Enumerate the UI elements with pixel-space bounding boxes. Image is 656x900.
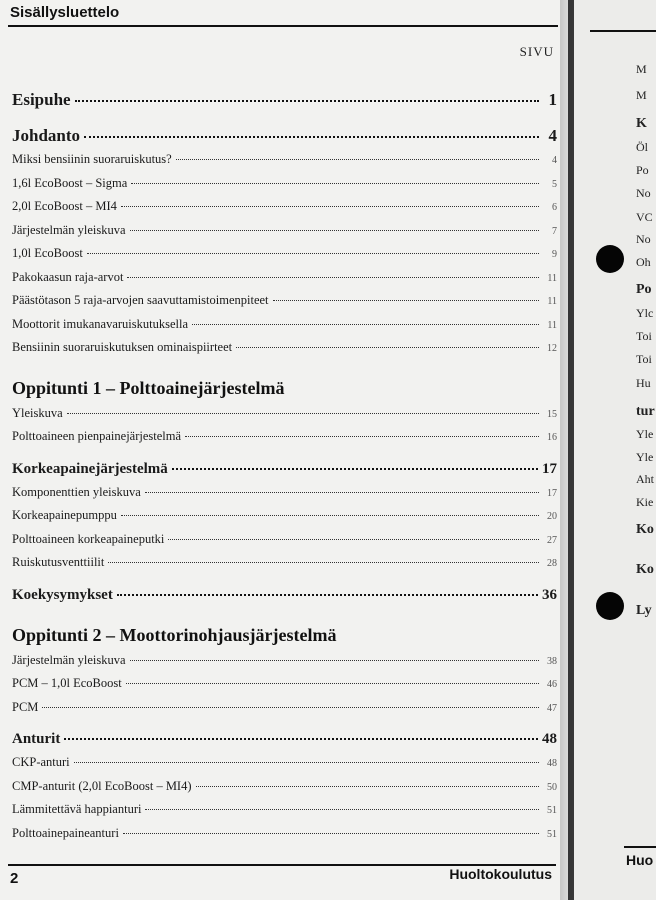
toc-entry-page: 20 [547, 511, 557, 522]
toc-entry-title: Bensiinin suoraruiskutuksen ominaispiirteet [12, 340, 233, 354]
next-page-line: Aht [636, 472, 654, 486]
toc-entry-title: Moottorit imukanavaruiskutuksella [12, 316, 189, 331]
toc-dot-leader [145, 809, 539, 810]
toc-entry-title: Ruiskutusventtiilit [12, 555, 105, 569]
toc-entry-page: 4 [552, 155, 557, 166]
toc-dot-leader [273, 300, 539, 301]
toc-entry-title: CKP-anturi [12, 755, 70, 769]
toc-entry-page: 11 [547, 296, 557, 307]
toc-entry-title: Koekysymykset [12, 586, 113, 603]
toc-entry-page: 48 [547, 758, 557, 769]
toc-entry-title: PCM [12, 699, 39, 714]
next-page-line: Oh [636, 255, 651, 269]
toc-entry-page: 46 [547, 679, 557, 690]
next-page-line: K [636, 116, 647, 131]
toc-dot-leader [196, 786, 539, 787]
next-page-line: Hu [636, 376, 651, 390]
toc-dot-leader [121, 515, 539, 516]
toc-dot-leader [145, 492, 539, 493]
toc-entry-title: Lämmitettävä happianturi [12, 802, 142, 816]
toc-entry-title: Oppitunti 1 – Polttoainejärjestelmä [12, 377, 285, 398]
toc-dot-leader [84, 136, 539, 138]
next-page-footer-rule [624, 846, 656, 848]
toc-entry-page: 48 [542, 731, 557, 747]
toc-dot-leader [185, 436, 539, 437]
toc-entry-title: Korkeapainejärjestelmä [12, 460, 168, 477]
toc-entry-page: 4 [548, 126, 557, 145]
toc-entry [12, 406, 557, 430]
toc-entry-title: Yleiskuva [12, 405, 63, 420]
toc-entry-page: 36 [542, 586, 557, 603]
toc-dot-leader [67, 413, 539, 414]
toc-section-heading [12, 378, 557, 406]
toc-entry-page: 51 [547, 805, 557, 816]
next-page-line: No [636, 186, 651, 200]
toc-entry-title: Komponenttien yleiskuva [12, 484, 141, 499]
toc-dot-leader [74, 762, 539, 763]
toc-entry [12, 700, 557, 724]
toc-entry-page: 15 [547, 408, 557, 420]
toc-entry-page: 6 [552, 202, 557, 213]
toc-dot-leader [117, 594, 538, 596]
toc-entry [12, 826, 557, 850]
toc-entry-title: PCM – 1,0l EcoBoost [12, 676, 122, 690]
toc-entry [12, 508, 557, 532]
toc-dot-leader [131, 183, 539, 184]
toc-entry-page: 11 [547, 319, 557, 331]
next-page-line: Yle [636, 450, 654, 464]
toc-entry-title: 1,0l EcoBoost [12, 246, 83, 260]
next-page-line: Kie [636, 495, 654, 509]
toc-entry-page: 28 [547, 558, 557, 569]
binder-hole-top [596, 245, 624, 273]
toc-entry [12, 90, 557, 116]
next-page-line: Ko [636, 522, 654, 537]
toc-entry-page: 9 [552, 249, 557, 260]
toc-entry [12, 485, 557, 509]
toc-dot-leader [121, 206, 539, 207]
toc-entry-page: 17 [542, 460, 557, 477]
next-page-line: Toi [636, 352, 652, 366]
footer-brand: Huoltokoulutus [449, 866, 552, 882]
toc-entry-title: Päästötason 5 raja-arvojen saavuttamistoimenpiteet [12, 293, 269, 307]
toc-entry-title: Oppitunti 2 – Moottorinohjausjärjestelmä [12, 624, 337, 645]
toc-dot-leader [176, 159, 539, 160]
toc-entry [12, 199, 557, 223]
toc-entry [12, 152, 557, 176]
toc-entry [12, 340, 557, 364]
toc-entry [12, 429, 557, 453]
toc-entry [12, 126, 557, 152]
toc-entry-title: Pakokaasun raja-arvot [12, 269, 124, 284]
toc-entry [12, 293, 557, 317]
toc-entry-title: Polttoaineen pienpainejärjestelmä [12, 429, 182, 443]
toc-entry [12, 223, 557, 247]
toc-entry-title: 2,0l EcoBoost – MI4 [12, 199, 117, 213]
header-rule [8, 25, 558, 27]
toc-entry-page: 11 [547, 272, 557, 284]
table-of-contents [12, 80, 557, 849]
toc-dot-leader [75, 100, 539, 102]
toc-entry-page: 27 [547, 534, 557, 546]
toc-entry [12, 317, 557, 341]
next-page-line: Po [636, 163, 649, 177]
next-page-line: VC [636, 210, 653, 224]
toc-entry [12, 246, 557, 270]
toc-entry-page: 12 [547, 343, 557, 354]
toc-dot-leader [64, 738, 538, 740]
toc-dot-leader [130, 660, 539, 661]
next-page-line: Yle [636, 427, 654, 441]
toc-entry [12, 779, 557, 803]
next-page-header-rule [590, 30, 656, 32]
toc-entry [12, 176, 557, 200]
toc-entry-title: Polttoaineen korkeapaineputki [12, 531, 165, 546]
toc-entry-title: Esipuhe [12, 90, 71, 109]
toc-entry-page: 47 [547, 702, 557, 714]
toc-entry [12, 802, 557, 826]
next-page-footer: Huo [626, 852, 654, 868]
toc-entry [12, 555, 557, 579]
toc-entry-title: Johdanto [12, 126, 81, 145]
toc-entry-page: 1 [548, 90, 557, 109]
toc-entry [12, 731, 557, 755]
toc-entry-title: Miksi bensiinin suoraruiskutus? [12, 152, 172, 166]
toc-entry [12, 532, 557, 556]
next-page-edge [574, 0, 656, 900]
footer-page-number: 2 [10, 870, 19, 887]
toc-entry [12, 461, 557, 485]
toc-entry-title: Korkeapainepumppu [12, 508, 117, 522]
toc-dot-leader [130, 230, 539, 231]
toc-entry [12, 270, 557, 294]
toc-entry [12, 653, 557, 677]
toc-entry [12, 587, 557, 611]
next-page-line: tur [636, 404, 655, 419]
page-column-label: SIVU [519, 44, 554, 59]
toc-dot-leader [126, 683, 539, 684]
toc-entry-title: Järjestelmän yleiskuva [12, 222, 126, 237]
next-page-line: M [636, 88, 647, 102]
toc-entry-title: Anturit [12, 731, 61, 747]
toc-dot-leader [123, 833, 539, 834]
next-page-line: Ly [636, 603, 652, 618]
toc-entry-title: CMP-anturit (2,0l EcoBoost – MI4) [12, 778, 192, 793]
toc-dot-leader [127, 277, 539, 278]
next-page-line: No [636, 232, 651, 246]
toc-entry-page: 7 [552, 225, 557, 237]
toc-entry-page: 38 [547, 655, 557, 667]
toc-dot-leader [108, 562, 539, 563]
toc-entry-page: 16 [547, 432, 557, 443]
page-header-title: Sisällysluettelo [10, 4, 120, 21]
next-page-line: Ylc [636, 306, 654, 320]
next-page-line: Po [636, 282, 652, 297]
toc-entry [12, 755, 557, 779]
next-page-line: Toi [636, 329, 652, 343]
toc-entry-title: Järjestelmän yleiskuva [12, 652, 126, 667]
toc-entry-title: 1,6l EcoBoost – Sigma [12, 175, 128, 190]
toc-dot-leader [192, 324, 539, 325]
toc-entry-page: 50 [547, 781, 557, 793]
next-page-line: Ko [636, 562, 654, 577]
toc-entry [12, 676, 557, 700]
toc-dot-leader [87, 253, 539, 254]
toc-entry-title: Polttoainepaineanturi [12, 825, 119, 840]
toc-entry-page: 5 [552, 178, 557, 190]
toc-entry-page: 17 [547, 487, 557, 499]
binder-hole-bottom [596, 592, 624, 620]
toc-entry-page: 51 [547, 828, 557, 840]
toc-dot-leader [172, 468, 538, 470]
toc-dot-leader [168, 539, 539, 540]
next-page-line: Öl [636, 140, 648, 154]
toc-section-heading [12, 625, 557, 653]
toc-dot-leader [236, 347, 539, 348]
toc-dot-leader [42, 707, 539, 708]
next-page-line: M [636, 62, 647, 76]
